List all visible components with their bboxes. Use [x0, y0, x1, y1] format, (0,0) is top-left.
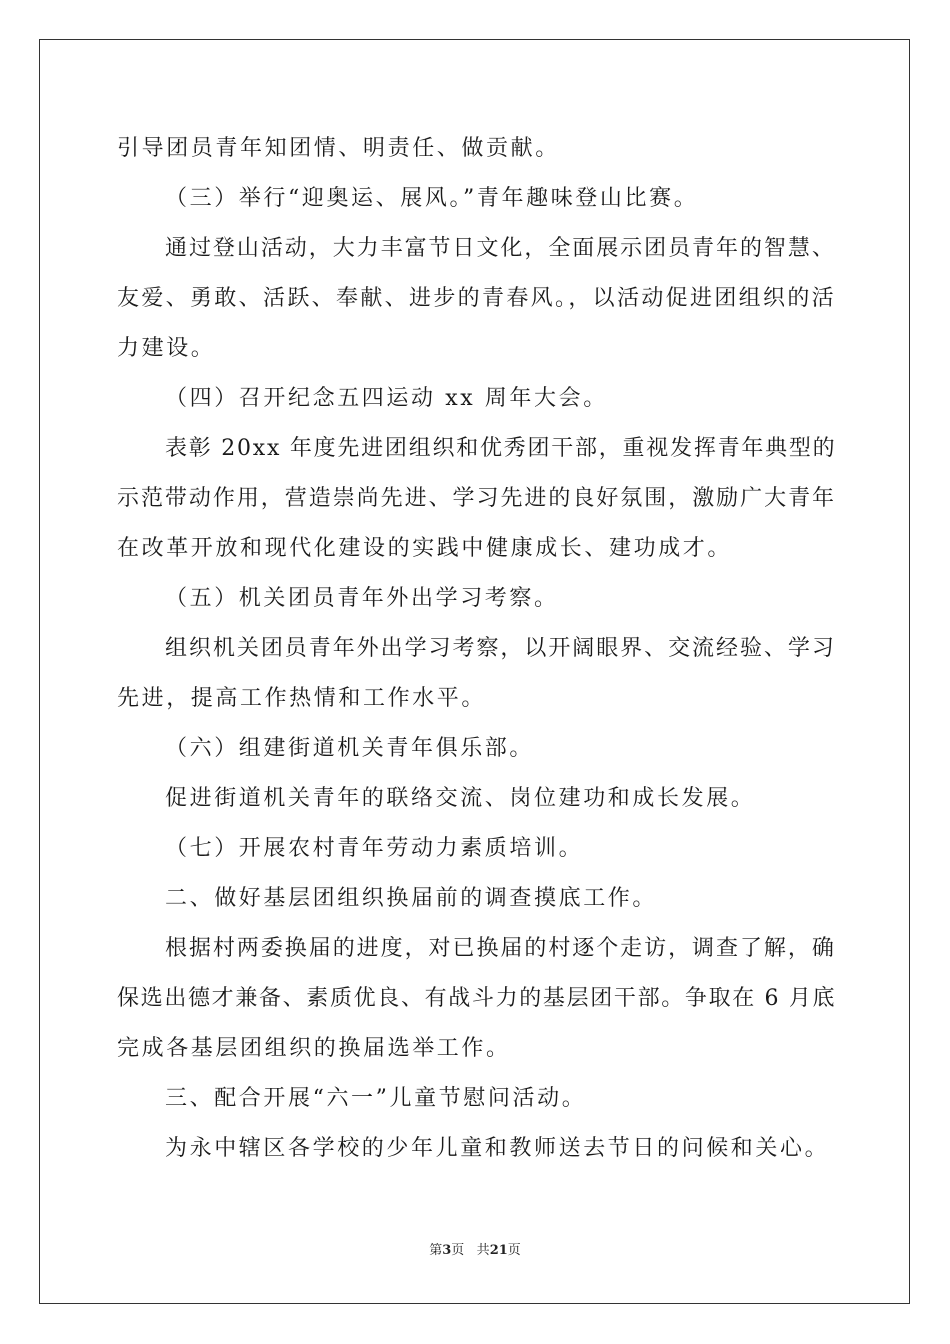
- page-footer: [0, 1242, 950, 1260]
- page-border: [39, 39, 910, 1304]
- text-line: 表彰 20xx 年度先进团组织和优秀团干部，重视发挥青年典型的: [165, 436, 837, 461]
- text-line: 在改革开放和现代化建设的实践中健康成长、建功成才。: [117, 536, 733, 561]
- text-line: 保选出德才兼备、素质优良、有战斗力的基层团干部。争取在 6 月底: [117, 986, 837, 1011]
- text-line: 示范带动作用，营造崇尚先进、学习先进的良好氛围，激励广大青年: [117, 486, 837, 511]
- page-suffix: 页: [451, 1243, 465, 1258]
- section-heading-6: （六）组建街道机关青年俱乐部。: [165, 736, 535, 761]
- text-line: 引导团员青年知团情、明责任、做贡献。: [117, 136, 560, 161]
- page-number: 3: [442, 1243, 452, 1258]
- section-heading-3: （三）举行“迎奥运、展风。”青年趣味登山比赛。: [165, 186, 699, 211]
- section-heading-4: （四）召开纪念五四运动 xx 周年大会。: [165, 386, 608, 411]
- text-line: 组织机关团员青年外出学习考察，以开阔眼界、交流经验、学习: [165, 636, 836, 661]
- section-heading-3-main: 三、配合开展“六一”儿童节慰问活动。: [165, 1086, 587, 1111]
- section-heading-7: （七）开展农村青年劳动力素质培训。: [165, 836, 584, 861]
- text-line: 根据村两委换届的进度，对已换届的村逐个走访，调查了解，确: [165, 936, 836, 961]
- total-pages: 21: [489, 1243, 508, 1258]
- text-line: 友爱、勇敢、活跃、奉献、进步的青春风。，以活动促进团组织的活: [117, 286, 837, 311]
- text-line: 促进街道机关青年的联络交流、岗位建功和成长发展。: [165, 786, 756, 811]
- text-line: 力建设。: [117, 336, 216, 361]
- section-heading-5: （五）机关团员青年外出学习考察。: [165, 586, 559, 611]
- text-line: 先进，提高工作热情和工作水平。: [117, 686, 487, 711]
- text-line: 为永中辖区各学校的少年儿童和教师送去节日的问候和关心。: [165, 1136, 830, 1161]
- text-line: 通过登山活动，大力丰富节日文化，全面展示团员青年的智慧、: [165, 236, 836, 261]
- page-prefix: 第: [429, 1243, 443, 1258]
- text-line: 完成各基层团组织的换届选举工作。: [117, 1036, 511, 1061]
- total-suffix: 页: [507, 1243, 521, 1258]
- total-prefix: 共: [476, 1243, 490, 1258]
- section-heading-2: 二、做好基层团组织换届前的调查摸底工作。: [165, 886, 658, 911]
